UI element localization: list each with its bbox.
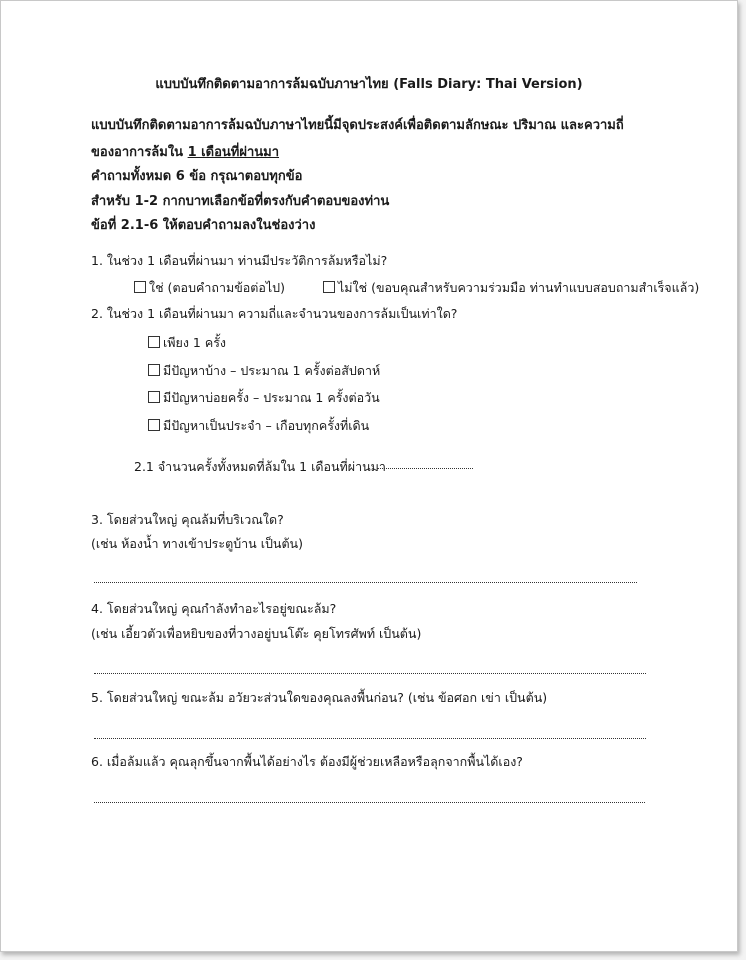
intro-line-3: คำถามทั้งหมด 6 ข้อ กรุณาตอบทุกข้อ (91, 169, 303, 184)
question-6: 6. เมื่อล้มแล้ว คุณลุกขึ้นจากพื้นได้อย่างไร ต้องมีผู้ช่วยเหลือหรือลุกจากพื้นได้เอง? (91, 754, 523, 769)
checkbox[interactable] (148, 364, 160, 376)
intro-line-1: แบบบันทึกติดตามอาการล้มฉบับภาษาไทยนี้มีจุดประสงค์เพื่อติดตามลักษณะ ปริมาณ และความถี่ (91, 118, 624, 133)
intro-period-underlined: 1 เดือนที่ผ่านมา (187, 145, 280, 160)
q1-option-yes[interactable] (134, 278, 285, 298)
q1-option-no-label: ไม่ใช่ (ขอบคุณสำหรับความร่วมมือ ท่านทำแบบสอบถามสำเร็จแล้ว) (338, 280, 700, 295)
question-4-example: (เช่น เอี้ยวตัวเพื่อหยิบของที่วางอยู่บนโต๊ะ คุยโทรศัพท์ เป็นต้น) (91, 626, 422, 641)
q2-option-1-label: เพียง 1 ครั้ง (163, 335, 227, 350)
checkbox[interactable] (134, 281, 146, 293)
q2-option-1[interactable] (148, 333, 226, 353)
intro-line-2-prefix: ของอาการล้มใน (91, 145, 188, 160)
checkbox[interactable] (148, 336, 160, 348)
question-1: 1. ในช่วง 1 เดือนที่ผ่านมา ท่านมีประวัติการล้มหรือไม่? (91, 253, 388, 268)
q2-option-2[interactable] (148, 361, 380, 381)
document-title: แบบบันทึกติดตามอาการล้มฉบับภาษาไทย (Falls Diary: Thai Version) (155, 77, 583, 92)
q2-1-answer-line[interactable] (377, 468, 473, 469)
q2-option-2-label: มีปัญหาบ้าง – ประมาณ 1 ครั้งต่อสัปดาห์ (163, 363, 381, 378)
q5-answer-line[interactable] (94, 738, 646, 739)
question-4: 4. โดยส่วนใหญ่ คุณกำลังทำอะไรอยู่ขณะล้ม? (91, 601, 337, 616)
q4-answer-line[interactable] (94, 673, 646, 674)
question-2: 2. ในช่วง 1 เดือนที่ผ่านมา ความถี่และจำนวนของการล้มเป็นเท่าใด? (91, 306, 458, 321)
intro-line-2 (91, 141, 279, 162)
q3-answer-line[interactable] (94, 582, 637, 583)
checkbox[interactable] (148, 419, 160, 431)
q6-answer-line[interactable] (94, 802, 645, 803)
checkbox[interactable] (323, 281, 335, 293)
q2-option-3[interactable] (148, 388, 380, 408)
q1-option-yes-label: ใช่ (ตอบคำถามข้อต่อไป) (149, 280, 285, 295)
question-3: 3. โดยส่วนใหญ่ คุณล้มที่บริเวณใด? (91, 512, 284, 527)
question-3-example: (เช่น ห้องน้ำ ทางเข้าประตูบ้าน เป็นต้น) (91, 536, 303, 551)
intro-line-5: ข้อที่ 2.1-6 ให้ตอบคำถามลงในช่องว่าง (91, 218, 316, 233)
intro-line-4: สำหรับ 1-2 กากบาทเลือกข้อที่ตรงกับคำตอบของท่าน (91, 194, 390, 209)
q2-option-3-label: มีปัญหาบ่อยครั้ง – ประมาณ 1 ครั้งต่อวัน (163, 390, 380, 405)
q2-1-question: 2.1 จำนวนครั้งทั้งหมดที่ล้มใน 1 เดือนที่ผ่านมา (134, 459, 386, 474)
checkbox[interactable] (148, 391, 160, 403)
q1-option-no[interactable] (323, 278, 699, 298)
question-5: 5. โดยส่วนใหญ่ ขณะล้ม อวัยวะส่วนใดของคุณลงพื้นก่อน? (เช่น ข้อศอก เข่า เป็นต้น) (91, 690, 548, 705)
q2-option-4[interactable] (148, 416, 369, 436)
q2-option-4-label: มีปัญหาเป็นประจำ – เกือบทุกครั้งที่เดิน (163, 418, 370, 433)
